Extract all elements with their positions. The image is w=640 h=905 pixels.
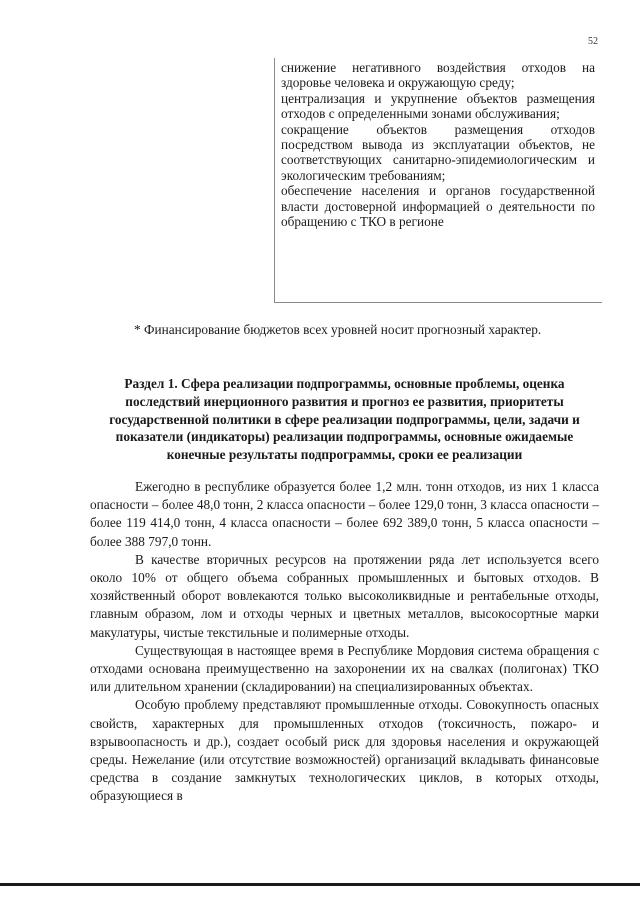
paragraph: Существующая в настоящее время в Республике Мордовия система обращения с отходами основана преимущественно на захоронении их на свалках (полигонах) ТКО или длительном хранении (складировании) на специализированных объектах. <box>90 642 599 695</box>
goal-item: сокращение объектов размещения отходов посредством вывода из эксплуатации объектов, не соответствующих санитарно-эпидемиологическим и экологическим требованиям; <box>281 121 595 183</box>
paragraph: Ежегодно в республике образуется более 1,2 млн. тонн отходов, из них 1 класса опасности – более 48,0 тонн, 2 класса опасности – более 129,0 тонн, 3 класса опасности – более 119 414,0 тонн, 4 класса опасности – более 692 389,0 тонн, 5 класса опасности – более 388 797,0 тонн. <box>90 479 599 549</box>
goal-item: централизация и укрупнение объектов размещения отходов с определенными зонами обслуживания; <box>281 90 595 122</box>
goal-item: снижение негативного воздействия отходов на здоровье человека и окружающую среду; <box>281 60 595 91</box>
table-bottom-border <box>274 302 602 303</box>
page-bottom-rule <box>0 883 640 886</box>
goals-list <box>281 60 595 229</box>
body-text <box>90 478 599 806</box>
section-title: Раздел 1. Сфера реализации подпрограммы, основные проблемы, оценка последствий инерционного развития и прогноз ее развития, приоритеты государственной политики в сфере реализации подпрограммы, цели, задачи и показатели (индикаторы) реализации подпрограммы, основные ожидаемые конечные результаты подпрограммы, сроки ее реализации <box>109 376 580 463</box>
paragraph: В качестве вторичных ресурсов на протяжении ряда лет используется всего около 10% от общего объема собранных промышленных и бытовых отходов. В хозяйственный оборот вовлекаются только высоколиквидные и рентабельные отходы, главным образом, лом и отходы черных и цветных металлов, высокосортные марки макулатуры, чистые текстильные и полимерные отходы. <box>90 551 599 640</box>
table-cell-border <box>274 58 275 302</box>
paragraph: Особую проблему представляют промышленные отходы. Совокупность опасных свойств, характерных для промышленных отходов (токсичность, пожаро- и взрывоопасность и др.), создает особый риск для здоровья населения и окружающей среды. Нежелание (или отсутствие возможностей) организаций вкладывать финансовые средства в создание замкнутых технологических циклов, в которых отходы, образующиеся в <box>90 697 599 804</box>
goal-item: обеспечение населения и органов государственной власти достоверной информацией о деятельности по обращению с ТКО в регионе <box>281 183 595 230</box>
page-number: 52 <box>588 36 598 47</box>
financing-footnote: * Финансирование бюджетов всех уровней носит прогнозный характер. <box>134 322 542 337</box>
